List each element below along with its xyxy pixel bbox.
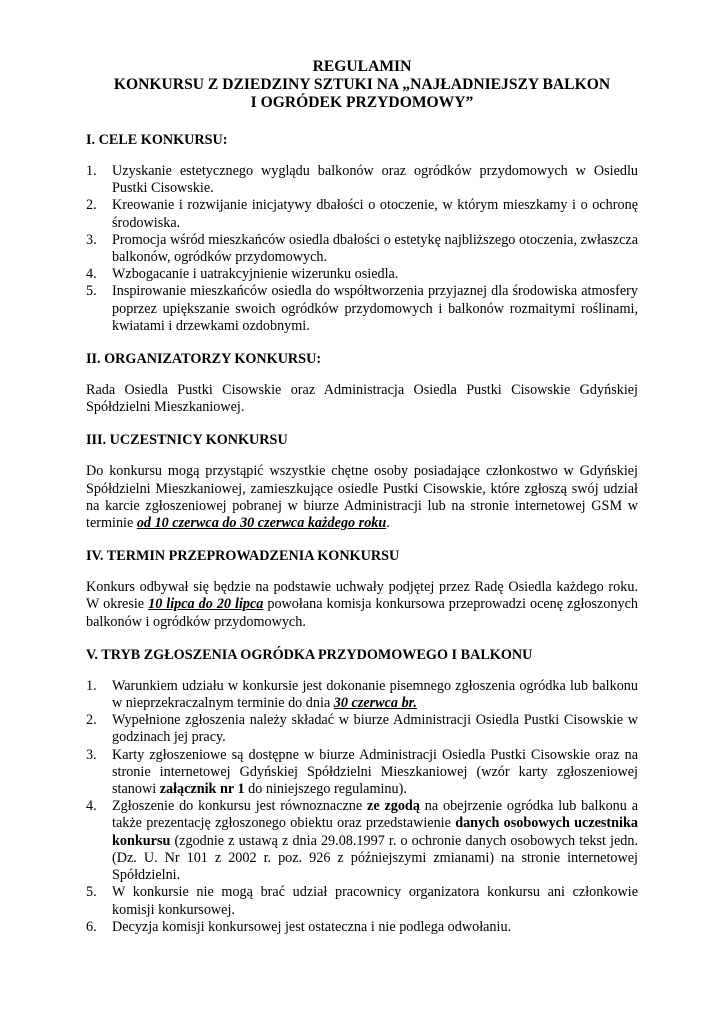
deadline-date: 30 czerwca br. (333, 695, 417, 712)
list-item-text: Promocja wśród mieszkańców osiedla dbałości o estetykę najbliższego otoczenia, zwłaszcza balkonów, ogródków przydomowych. (112, 231, 638, 266)
section-heading-uczestnicy: III. UCZESTNICY KONKURSU (86, 432, 288, 449)
section-heading-termin: IV. TERMIN PRZEPROWADZENIA KONKURSU (86, 548, 400, 565)
list-number: 2. (86, 712, 97, 729)
list-item-text: Decyzja komisji konkursowej jest ostateczna i nie podlega odwołaniu. (112, 918, 512, 935)
list-item-text: W konkursie nie mogą brać udział pracownicy organizatora konkursu ani członkowie komisji konkursowej. (112, 884, 638, 918)
list-number: 3. (86, 746, 97, 763)
list-item-text: Zgłoszenie do konkursu jest równoznaczne (112, 798, 368, 815)
list-item (86, 798, 638, 884)
list-item (86, 919, 638, 936)
list-number: 6. (86, 918, 97, 935)
list-item-text: (zgodnie z ustawą z dnia 29.08.1997 r. o ochronie danych osobowych tekst jedn. (Dz. U. Nr 101 z 2002 r. poz. 926 z późniejszymi zmianami) na stronie internetowej Spółdzielni. (112, 832, 638, 884)
goals-list (86, 163, 638, 335)
personal-data-phrase: danych osobowych uczestnika konkursu (112, 815, 638, 849)
list-number: 4. (86, 266, 97, 283)
list-item-text: na obejrzenie ogródka lub balkonu a także prezentację zgłoszonego obiektu oraz przedstawienie (112, 798, 638, 832)
list-item-text: Warunkiem udziału w konkursie jest dokonanie pisemnego zgłoszenia ogródka lub balkonu w nieprzekraczalnym terminie do dnia (112, 677, 638, 712)
list-item-text: Karty zgłoszeniowe są dostępne w biurze Administracji Osiedla Pustki Cisowskie oraz na stronie internetowej Gdyńskiej Spółdzielni Mieszkaniowej (wzór karty zgłoszeniowej stanowi (112, 746, 638, 798)
section-heading-organizatorzy: II. ORGANIZATORZY KONKURSU: (86, 351, 322, 368)
registration-period: od 10 czerwca do 30 czerwca każdego roku (136, 515, 387, 532)
list-item (86, 232, 638, 266)
list-item (86, 266, 638, 283)
organizers-paragraph: Rada Osiedla Pustki Cisowskie oraz Administracja Osiedla Pustki Cisowskie Gdyńskiej Spółdzielni Mieszkaniowej. (86, 382, 638, 416)
list-item (86, 712, 638, 746)
list-number: 2. (86, 197, 97, 214)
schedule-paragraph (86, 579, 638, 631)
schedule-text-a: Konkurs odbywał się będzie na podstawie uchwały podjętej przez Radę Osiedla każdego roku. W okresie (86, 579, 638, 613)
consent-phrase: ze zgodą (367, 798, 420, 815)
list-item (86, 283, 638, 335)
list-number: 4. (86, 798, 97, 815)
section-heading-cele: I. CELE KONKURSU: (86, 132, 228, 148)
procedure-list (86, 678, 638, 936)
regulation-document (86, 58, 638, 936)
list-number: 3. (86, 231, 97, 248)
document-title-line3: I OGRÓDEK PRZYDOMOWY” (250, 94, 474, 111)
list-number: 5. (86, 283, 97, 300)
list-item-text: Uzyskanie estetycznego wyglądu balkonów oraz ogródków przydomowych w Osiedlu Pustki Cisowskie. (112, 163, 638, 197)
participants-text-end: . (386, 515, 390, 532)
list-item (86, 747, 638, 799)
list-item-text: Inspirowanie mieszkańców osiedla do współtworzenia przyjaznej dla środowiska atmosfery poprzez upiększanie swoich ogródków przydomowych i balkonów rozmaitymi roślinami, kwiatami i drzewkami ozdobnymi. (112, 283, 638, 334)
list-item-text: do niniejszego regulaminu). (244, 781, 407, 798)
list-item (86, 678, 638, 712)
document-title-line2: KONKURSU Z DZIEDZINY SZTUKI NA „NAJŁADNIEJSZY BALKON (113, 76, 611, 93)
document-title-line1: REGULAMIN (312, 58, 412, 75)
list-item (86, 163, 638, 197)
participants-paragraph (86, 463, 638, 532)
list-item (86, 197, 638, 231)
list-item-text: Wzbogacanie i uatrakcyjnienie wizerunku osiedla. (112, 266, 399, 283)
schedule-text-b: powołana komisja konkursowa przeprowadzi ocenę zgłoszonych balkonów i ogródków przydomowych. (86, 596, 638, 630)
section-heading-tryb: V. TRYB ZGŁOSZENIA OGRÓDKA PRZYDOMOWEGO I BALKONU (86, 646, 533, 663)
list-number: 1. (86, 163, 97, 179)
list-number: 1. (86, 677, 97, 694)
participants-text: Do konkursu mogą przystąpić wszystkie chętne osoby posiadające członkostwo w Gdyńskiej Spółdzielni Mieszkaniowej, zamieszkujące osiedle Pustki Cisowskie, które zgłoszą swój udział na karcie zgłoszeniowej pobranej w biurze Administracji lub na stronie internetowej GSM w terminie (86, 463, 638, 532)
attachment-reference: załącznik nr 1 (159, 781, 245, 798)
list-item-text: Wypełnione zgłoszenia należy składać w biurze Administracji Osiedla Pustki Cisowskie w godzinach jej pracy. (112, 712, 638, 746)
list-item (86, 884, 638, 918)
list-item-text: Kreowanie i rozwijanie inicjatywy dbałości o otoczenie, w którym mieszkamy i o ochronę środowiska. (112, 197, 638, 231)
evaluation-period: 10 lipca do 20 lipca (148, 596, 264, 613)
list-number: 5. (86, 884, 97, 901)
